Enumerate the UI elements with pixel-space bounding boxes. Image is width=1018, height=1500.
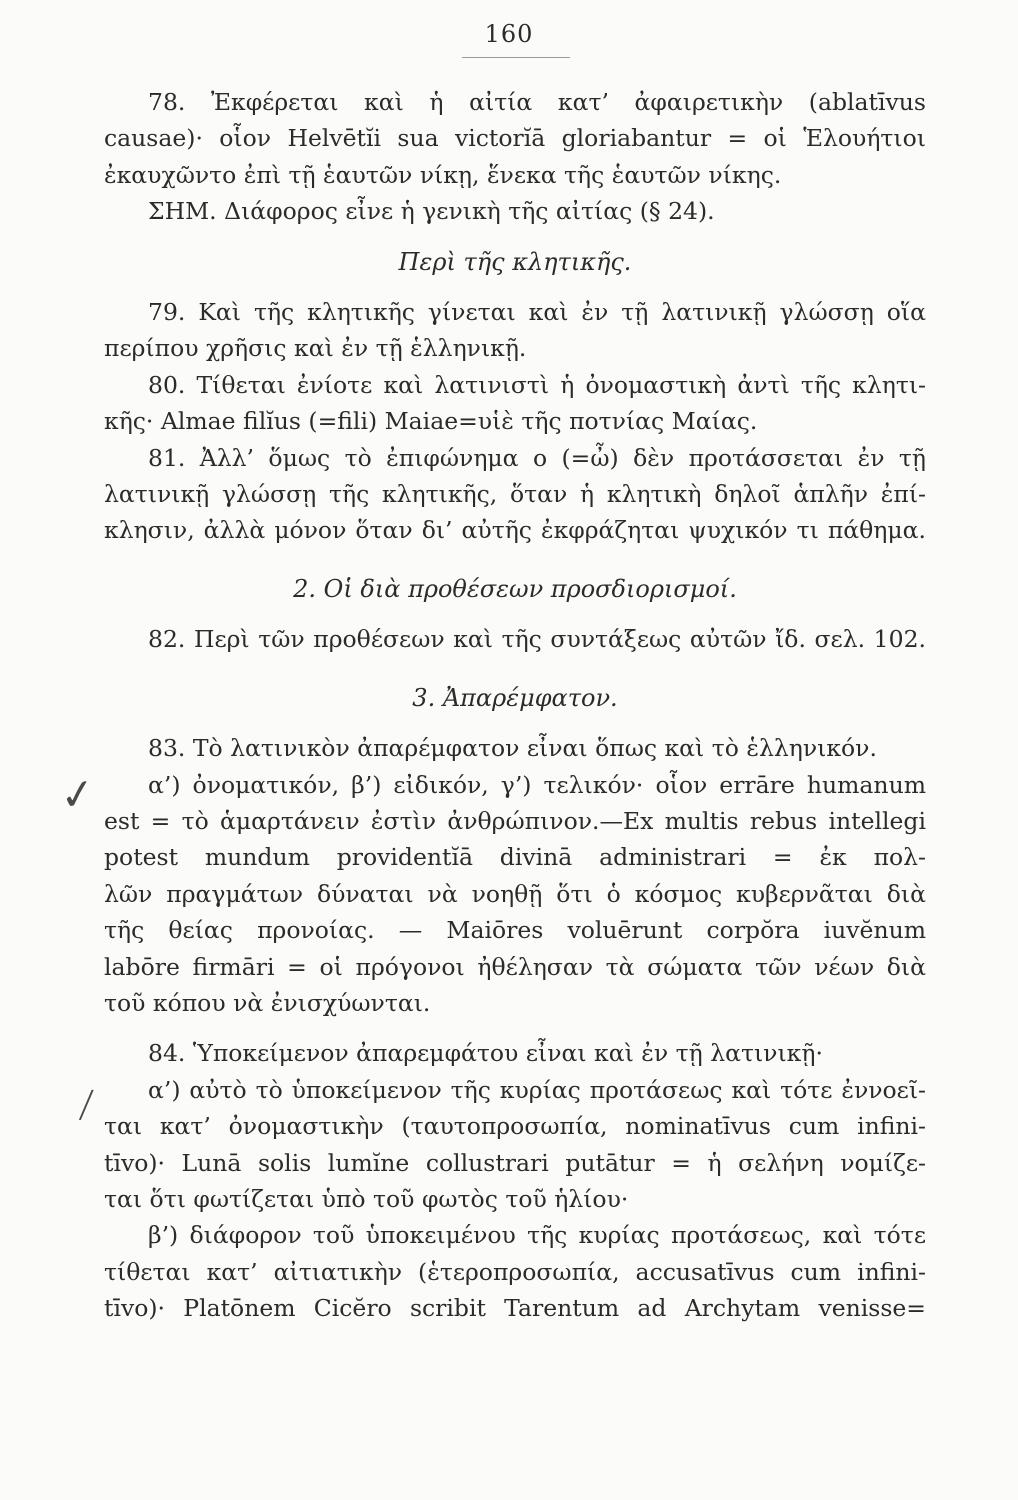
text-line: β’) διάφορον τοῦ ὑποκειμένου τῆς κυρίας προτάσεως, καὶ τότε [148,1221,926,1250]
text-line: τοῦ κόπου νὰ ἐνισχύωνται. [104,988,431,1017]
text-line: τῆς θείας προνοίας. — Maiōres voluērunt corpŏra iuvĕnum [104,916,926,945]
text-line: ἐκαυχῶντο ἐπὶ τῇ ἑαυτῶν νίκῃ, ἕνεκα τῆς ἑαυτῶν νίκης. [104,160,782,189]
text-line: ται κατ’ ὀνομαστικὴν (ταυτοπροσωπία, nominatīvus cum infini- [104,1112,926,1141]
text-line: 78. Ἐκφέρεται καὶ ἡ αἰτία κατ’ ἀφαιρετικὴν (ablatīvus [148,88,926,116]
text-line: est = τὸ ἁμαρτάνειν ἐστὶν ἀνθρώπινον.—Ex multis rebus intellegi [104,806,926,835]
text-line: ΣΗΜ. Διάφορος εἶνε ἡ γενικὴ τῆς αἰτίας (§ 24). [148,197,715,226]
section-heading: Περὶ τῆς κλητικῆς. [398,247,632,276]
spacer [104,549,926,571]
header-rule [462,57,570,58]
text-line: 81. Ἀλλ’ ὅμως τὸ ἐπιφώνημα o (=ὦ) δὲν προτάσσεται ἐν τῇ [148,443,926,472]
margin-pencil-mark: ✓ [56,767,99,822]
text-line: 79. Καὶ τῆς κλητικῆς γίνεται καὶ ἐν τῇ λατινικῇ γλώσσῃ οἵα [148,298,926,327]
section-heading: 2. Οἱ διὰ προθέσεων προσδιορισμοί. [293,574,737,603]
margin-pencil-mark: / [77,1081,96,1127]
spacer [104,230,926,244]
spacer [104,607,926,621]
spacer [104,1021,926,1035]
text-line: κῆς· Almae filĭus (=fili) Maiae=υἱὲ τῆς ποτνίας Μαίας. [104,407,758,436]
spacer [104,716,926,730]
text-line: α’) ὀνοματικόν, β’) εἰδικόν, γ’) τελικόν· οἷον errāre humanum [148,770,926,799]
text-line: tīvo)· Platōnem Cicĕro scribit Tarentum ad Archytam venisse= [104,1294,926,1323]
text-line: λῶν πραγμάτων δύναται νὰ νοηθῇ ὅτι ὁ κόσμος κυβερνᾶται διὰ [104,879,926,908]
text-line: περίπου χρῆσις καὶ ἐν τῇ ἑλληνικῇ. [104,334,527,363]
text-line: ται ὅτι φωτίζεται ὑπὸ τοῦ φωτὸς τοῦ ἡλίου· [104,1184,629,1213]
text-line: 84. Ὑποκείμενον ἀπαρεμφάτου εἶναι καὶ ἐν τῇ λατινικῇ· [148,1039,823,1068]
body-text [104,84,926,1327]
text-line: 82. Περὶ τῶν προθέσεων καὶ τῆς συντάξεως αὐτῶν ἴδ. σελ. 102. [148,625,926,654]
text-line: τίθεται κατ’ αἰτιατικὴν (ἑτεροπροσωπία, accusatīvus cum infini- [104,1257,926,1286]
section-heading: 3. Ἀπαρέμφατον. [412,683,618,712]
spacer [104,658,926,680]
text-line: 83. Τὸ λατινικὸν ἀπαρέμφατον εἶναι ὅπως καὶ τὸ ἑλληνικόν. [148,734,877,763]
text-line: tīvo)· Lunā solis lumĭne collustrari putātur = ἡ σελήνη νομίζε- [104,1148,926,1177]
text-line: causae)· οἷον Helvētĭi sua victorĭā gloriabantur = οἱ Ἑλουήτιοι [104,124,926,153]
text-line: α’) αὐτὸ τὸ ὑποκείμενον τῆς κυρίας προτάσεως καὶ τότε ἐννοεῖ- [148,1075,926,1104]
text-line: λατινικῇ γλώσσῃ τῆς κλητικῆς, ὅταν ἡ κλητικὴ δηλοῖ ἁπλῆν ἐπί- [104,480,926,509]
text-line: 80. Τίθεται ἐνίοτε καὶ λατινιστὶ ἡ ὀνομαστικὴ ἀντὶ τῆς κλητι- [148,370,926,399]
text-line: κλησιν, ἀλλὰ μόνον ὅταν δι’ αὐτῆς ἐκφράζηται ψυχικόν τι πάθημα. [104,516,926,545]
spacer [104,280,926,294]
text-line: labōre firmāri = οἱ πρόγονοι ἠθέλησαν τὰ σώματα τῶν νέων διὰ [104,952,926,981]
text-line: potest mundum providentĭā divinā administrari = ἐκ πολ- [104,843,926,872]
page-number: 160 [484,20,534,48]
